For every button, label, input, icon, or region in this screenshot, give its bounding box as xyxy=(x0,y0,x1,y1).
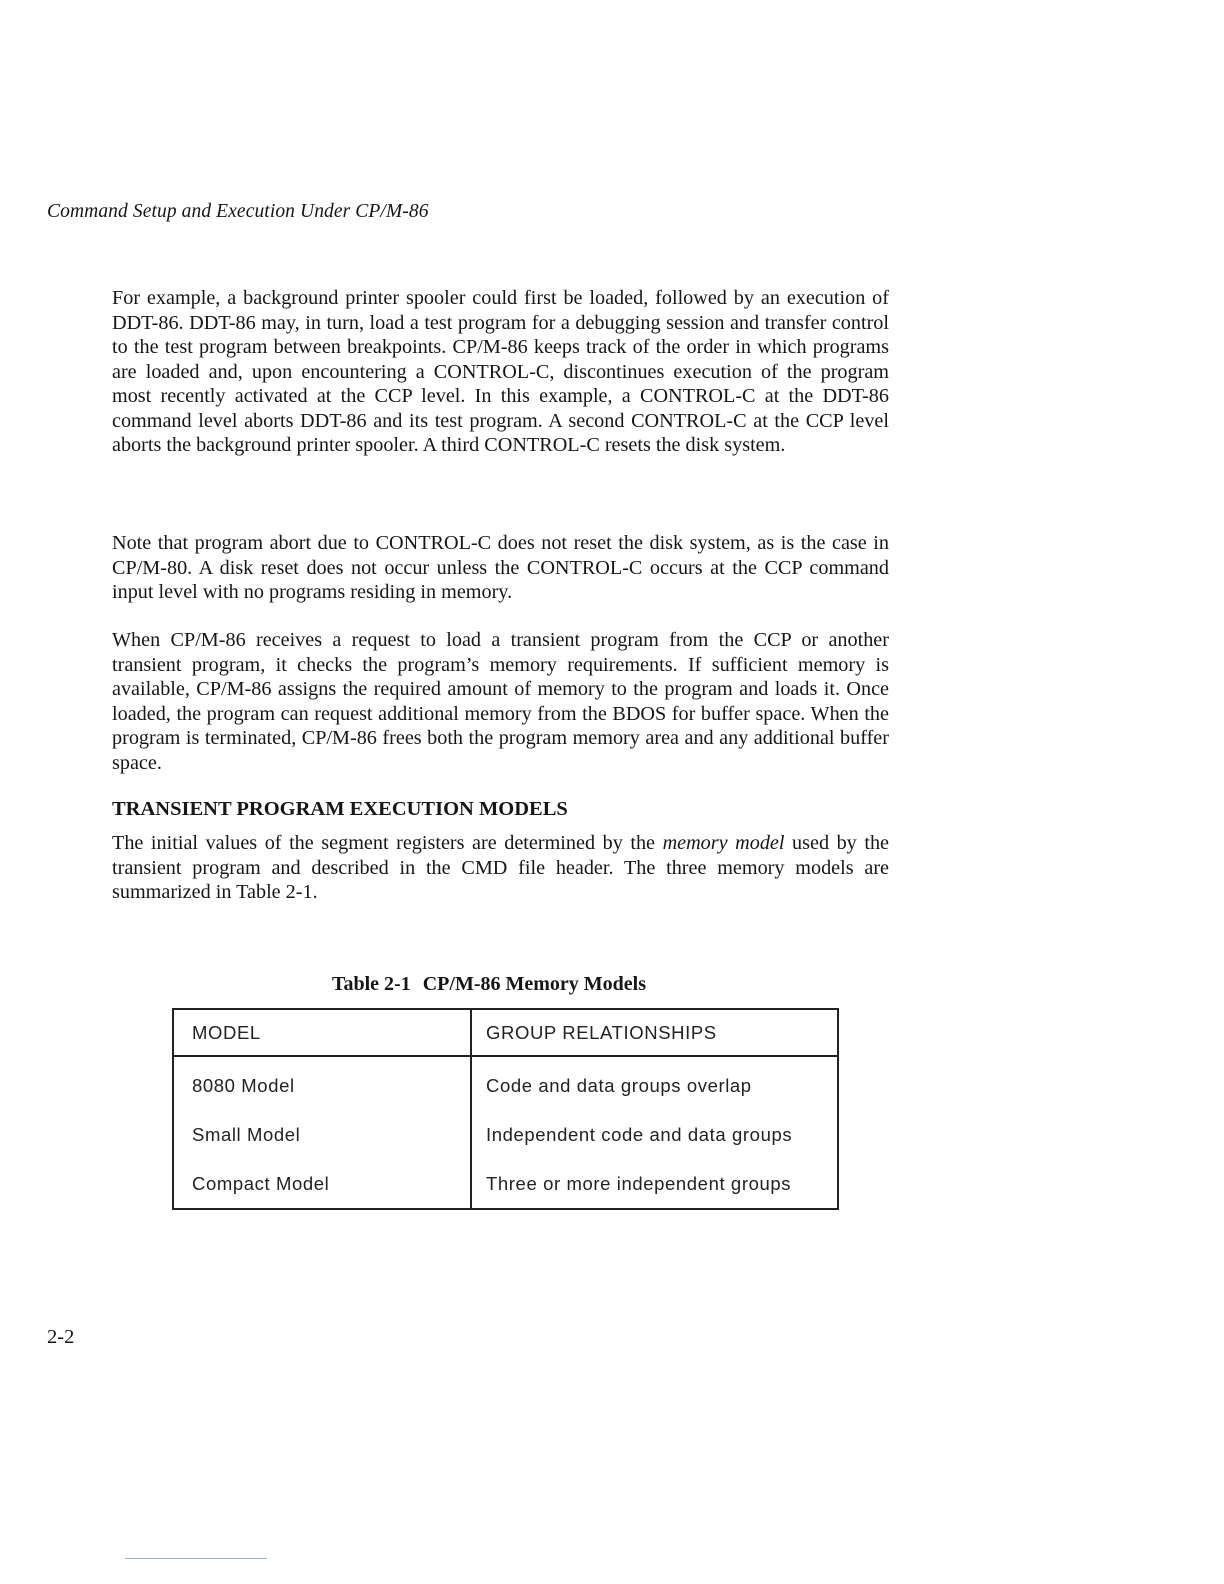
table-row xyxy=(173,1056,838,1110)
group-relationship-cell: Code and data groups overlap xyxy=(486,1074,752,1096)
page-number: 2-2 xyxy=(47,1326,75,1348)
group-relationship-cell: Three or more independent groups xyxy=(486,1172,792,1194)
model-name-cell: Small Model xyxy=(173,1110,471,1159)
memory-models-table xyxy=(172,1008,839,1210)
intro-text-before: The initial values of the segment registers are determined by the xyxy=(112,832,663,854)
group-relationship-cell: Independent code and data groups xyxy=(486,1123,793,1145)
paragraph-memory-models-intro xyxy=(112,831,889,905)
table-caption-title: CP/M-86 Memory Models xyxy=(422,973,646,995)
paragraph-control-c-example: For example, a background printer spooler could first be loaded, followed by an execution of DDT-86. DDT-86 may, in turn, load a test program for a debugging session and transfer control to the test program between breakpoints. CP/M-86 keeps track of the order in which programs are loaded and, upon encountering a CONTROL-C, discontinues execution of the program most recently activated at the CCP level. In this example, a CONTROL-C at the DDT-86 command level aborts DDT-86 and its test program. A second CONTROL-C at the CCP level aborts the background printer spooler. A third CONTROL-C resets the disk system. xyxy=(112,287,889,456)
paragraph-disk-reset-note: Note that program abort due to CONTROL-C does not reset the disk system, as is the case in CP/M-80. A disk reset does not occur unless the CONTROL-C occurs at the CCP command input level with no programs residing in memory. xyxy=(112,532,889,603)
table-header-row xyxy=(173,1009,838,1056)
column-header-group-relationships: GROUP RELATIONSHIPS xyxy=(471,1009,838,1056)
table-caption-number: Table 2-1 xyxy=(332,973,411,995)
model-name-cell: 8080 Model xyxy=(173,1056,471,1110)
section-heading: TRANSIENT PROGRAM EXECUTION MODELS xyxy=(112,798,568,820)
model-name-cell: Compact Model xyxy=(173,1159,471,1209)
table-row xyxy=(173,1159,838,1209)
paragraph-memory-allocation: When CP/M-86 receives a request to load a transient program from the CCP or another transient program, it checks the program’s memory requirements. If sufficient memory is available, CP/M-86 assigns the required amount of memory to the program and loads it. Once loaded, the program can request additional memory from the BDOS for buffer space. When the program is terminated, CP/M-86 frees both the program memory area and any additional buffer space. xyxy=(112,629,889,774)
running-head: Command Setup and Execution Under CP/M-86 xyxy=(47,201,429,222)
table-caption xyxy=(332,973,646,996)
intro-text-after: used by the transient program and described in the CMD file header. The three memory models are summarized in Table 2-1. xyxy=(112,832,889,903)
column-header-model: MODEL xyxy=(173,1009,471,1056)
scan-artifact-line xyxy=(125,1558,267,1559)
memory-model-emphasis: memory model xyxy=(662,832,785,854)
table-row xyxy=(173,1110,838,1159)
